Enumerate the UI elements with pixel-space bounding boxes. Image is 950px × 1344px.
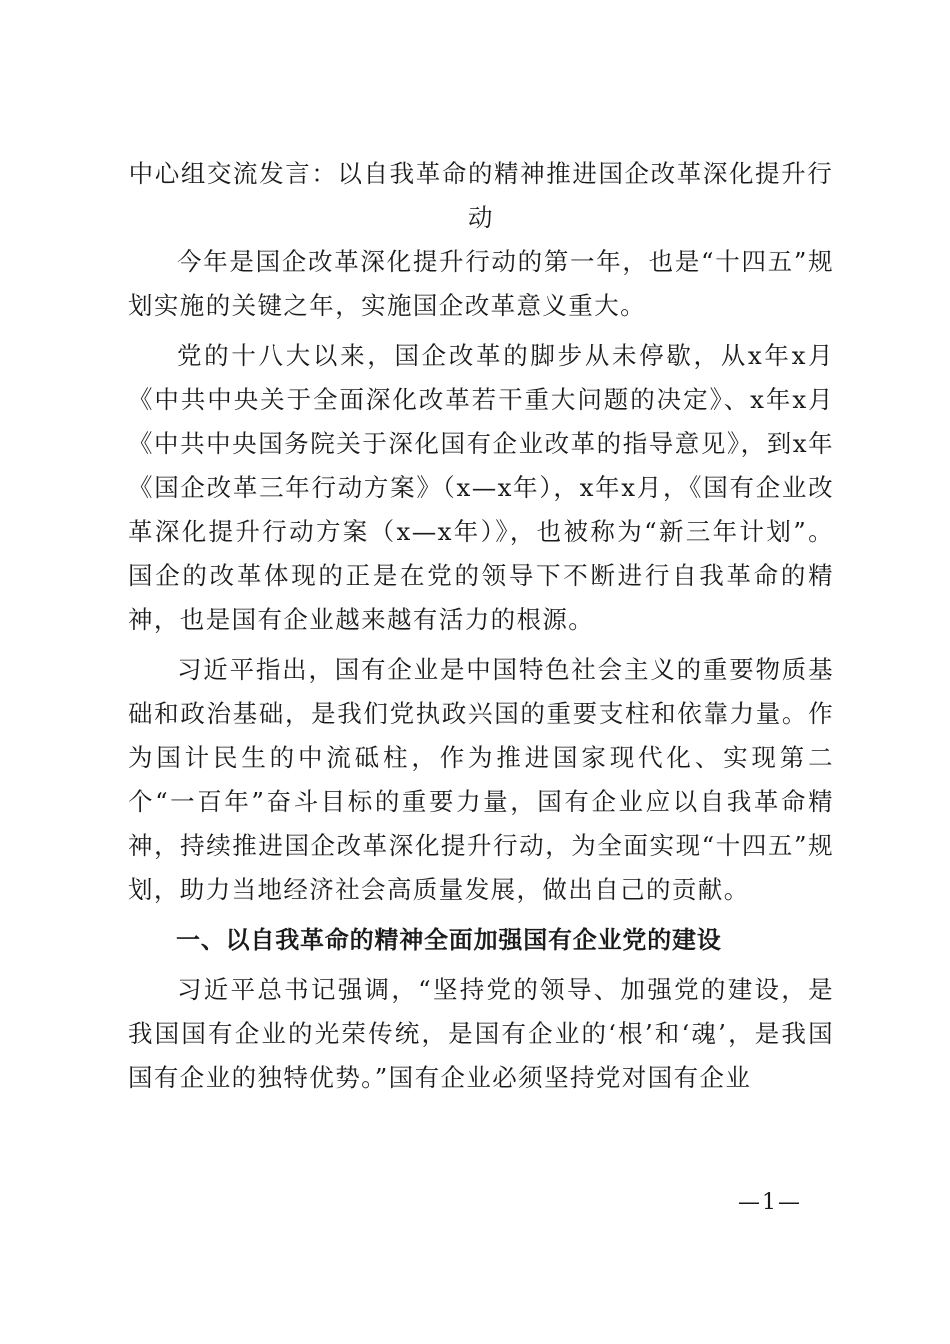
paragraph-party-building: 习近平总书记强调，“坚持党的领导、加强党的建设，是我国国有企业的光荣传统，是国有企业的‘根’和‘魂’，是我国国有企业的独特优势。”国有企业必须坚持党对国有企业 bbox=[128, 975, 834, 1092]
paragraph-soe-role: 习近平指出，国有企业是中国特色社会主义的重要物质基础和政治基础，是我们党执政兴国的重要支柱和依靠力量。作为国计民生的中流砥柱，作为推进国家现代化、实现第二个“一百年”奋斗目标的重要力量，国有企业应以自我革命精神，持续推进国企改革深化提升行动，为全面实现“十四五”规划，助力当地经济社会高质量发展，做出自己的贡献。 bbox=[128, 655, 834, 904]
paragraph-intro: 今年是国企改革深化提升行动的第一年，也是“十四五”规划实施的关键之年，实施国企改革意义重大。 bbox=[128, 247, 834, 320]
document-title: 中心组交流发言：以自我革命的精神推进国企改革深化提升行动 bbox=[128, 159, 834, 232]
section-heading: 一、以自我革命的精神全面加强国有企业党的建设 bbox=[176, 926, 722, 954]
paragraph-reform-history: 党的十八大以来，国企改革的脚步从未停歇，从x年x月《中共中央关于全面深化改革若干重大问题的决定》、x年x月《中共中央国务院关于深化国有企业改革的指导意见》，到x年《国企改革三年行动方案》（x—x年），x年x月，《国有企业改革深化提升行动方案（x—x年）》，也被称为“新三年计划”。国企的改革体现的正是在党的领导下不断进行自我革命的精神，也是国有企业越来越有活力的根源。 bbox=[128, 341, 834, 634]
document-body bbox=[128, 152, 834, 1100]
page-number: —1— bbox=[738, 1190, 802, 1215]
